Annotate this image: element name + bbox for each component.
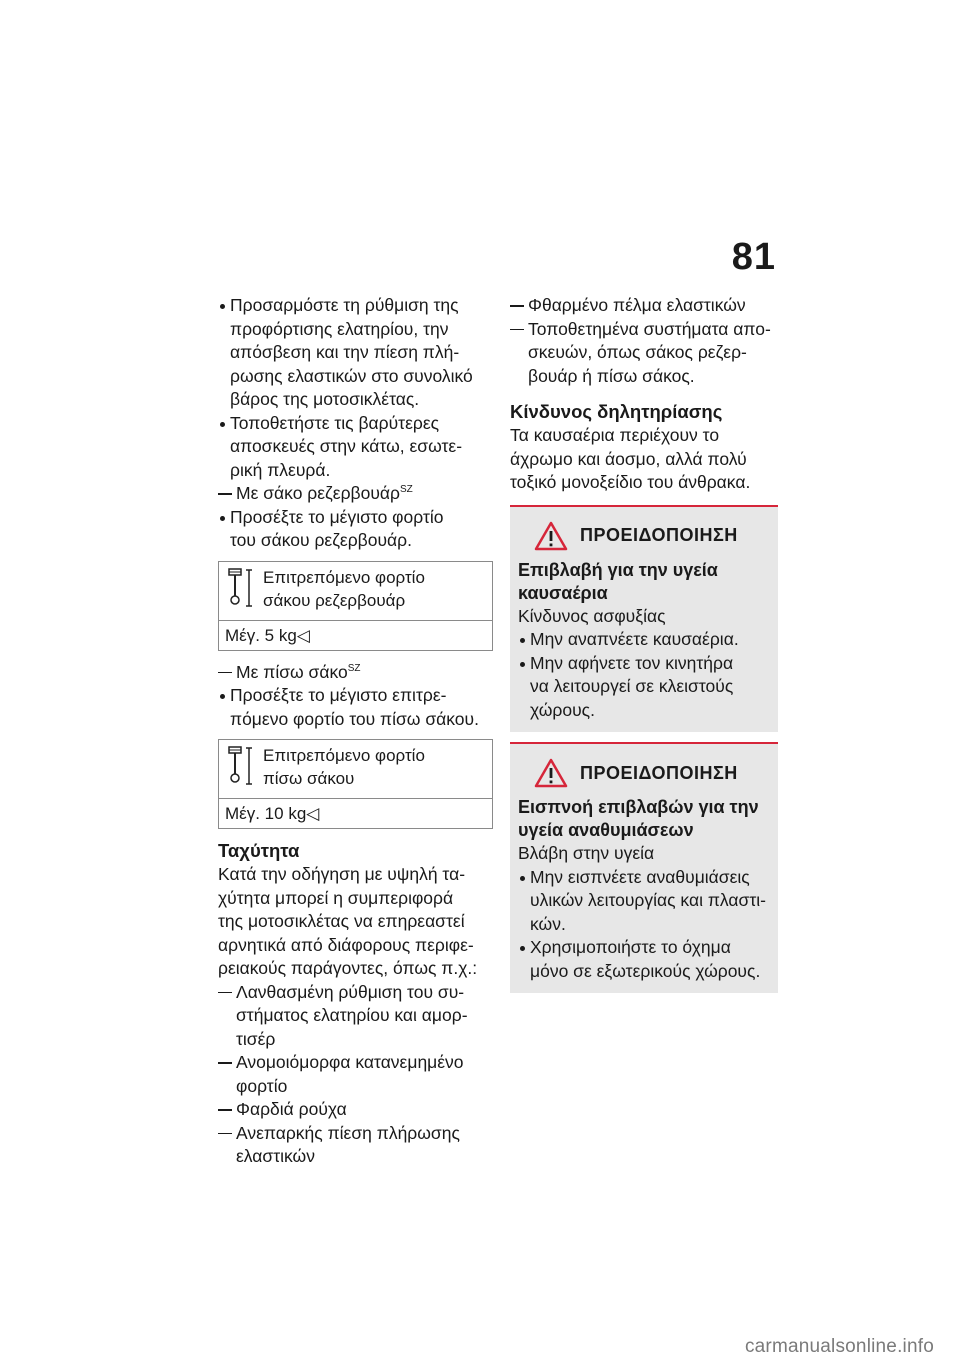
list-item: Μην εισπνέετε αναθυμιάσεις υλικών λειτουργίας και πλαστι- κών. — [518, 866, 770, 937]
bullet-max-load-rear-bag: Προσέξτε το μέγιστο επιτρε- πόμενο φορτίο του πίσω σάκου. — [218, 684, 493, 731]
list-item: Μην αναπνέετε καυσαέρια. — [518, 628, 770, 652]
warning-box-fumes — [510, 744, 778, 993]
warning-box-exhaust — [510, 507, 778, 733]
watermark: carmanualsonline.info — [744, 1336, 934, 1357]
warning-title: ΠΡΟΕΙΔΟΠΟΙΗΣΗ — [580, 762, 738, 783]
dash-rear-bag: Με πίσω σάκο$^{SZ}$ — [218, 661, 493, 685]
spec-table-tank-bag — [218, 561, 493, 651]
list-item: Ανεπαρκής πίεση πλήρωσης ελαστικών — [218, 1122, 493, 1169]
bullet-place-luggage: Τοποθετήστε τις βαρύτερες αποσκευές στην κάτω, εσωτε- ρική πλευρά. — [218, 412, 493, 483]
warning-triangle-icon — [534, 758, 568, 788]
poisoning-paragraph: Τα καυσαέρια περιέχουν το άχρωμο και άοσμο, αλλά πολύ τοξικό μονοξείδιο του άνθρακα. — [510, 425, 751, 492]
list-item: Χρησιμοποιήστε το όχημα μόνο σε εξωτερικούς χώρους. — [518, 936, 770, 983]
warning-title: ΠΡΟΕΙΔΟΠΟΙΗΣΗ — [580, 525, 738, 545]
spec-value: Μέγ. 5 kg◁ — [225, 625, 310, 645]
warning-triangle-icon — [534, 521, 568, 551]
warning-description: Βλάβη στην υγεία — [518, 843, 655, 863]
list-item: Φαρδιά ρούχα — [218, 1098, 493, 1122]
list-item: Τοποθετημένα συστήματα απο- σκευών, όπως σάκος ρεζερ- βουάρ ή πίσω σάκος. — [510, 318, 780, 389]
spec-table-rear-bag — [218, 739, 493, 829]
bullet-adjust-suspension: Προσαρμόστε τη ρύθμιση της προφόρτισης ελατηρίου, την απόσβεση και την πίεση πλή- ρωσης ελαστικών στο συνολικό βάρος της μοτοσικλέτας. — [218, 294, 493, 412]
list-item: Λανθασμένη ρύθμιση του συ- στήματος ελατηρίου και αμορ- τισέρ — [218, 981, 493, 1052]
warning-subtitle: Εισπνοή επιβλαβών για την υγεία αναθυμιάσεων — [518, 797, 759, 840]
section-heading-poisoning: Κίνδυνος δηλητηρίασης — [510, 401, 723, 422]
warning-description: Κίνδυνος ασφυξίας — [518, 605, 666, 626]
section-heading-speed: Ταχύτητα — [218, 840, 300, 861]
list-item: Ανομοιόμορφα κατανεμημένο φορτίο — [218, 1051, 493, 1098]
list-item: Μην αφήνετε τον κινητήρα να λειτουργεί σε κλειστούς χώρους. — [518, 652, 770, 723]
spec-label: Επιτρεπόμενο φορτίο σάκου ρεζερβουάρ — [263, 567, 425, 610]
dash-tank-bag: Με σάκο ρεζερβουάρ$^{SZ}$ — [218, 482, 493, 506]
spec-label: Επιτρεπόμενο φορτίο πίσω σάκου — [263, 746, 425, 788]
page-number: 81 — [731, 236, 776, 278]
load-weight-icon — [225, 744, 255, 788]
warning-subtitle: Επιβλαβή για την υγεία καυσαέρια — [518, 559, 718, 603]
load-weight-icon — [225, 566, 255, 610]
left-column — [218, 294, 493, 1169]
list-item: Φθαρμένο πέλμα ελαστικών — [510, 294, 780, 318]
bullet-max-load-tank-bag: Προσέξτε το μέγιστο φορτίο του σάκου ρεζερβουάρ. — [218, 506, 493, 553]
speed-paragraph: Κατά την οδήγηση με υψηλή τα- χύτητα μπορεί η συμπεριφορά της μοτοσικλέτας να επηρεαστεί αρνητικά από διάφορους περιφε- ρειακούς παράγοντες, όπως π.χ.: — [218, 864, 478, 978]
spec-value: Μέγ. 10 kg◁ — [225, 804, 320, 823]
right-column — [510, 294, 780, 993]
